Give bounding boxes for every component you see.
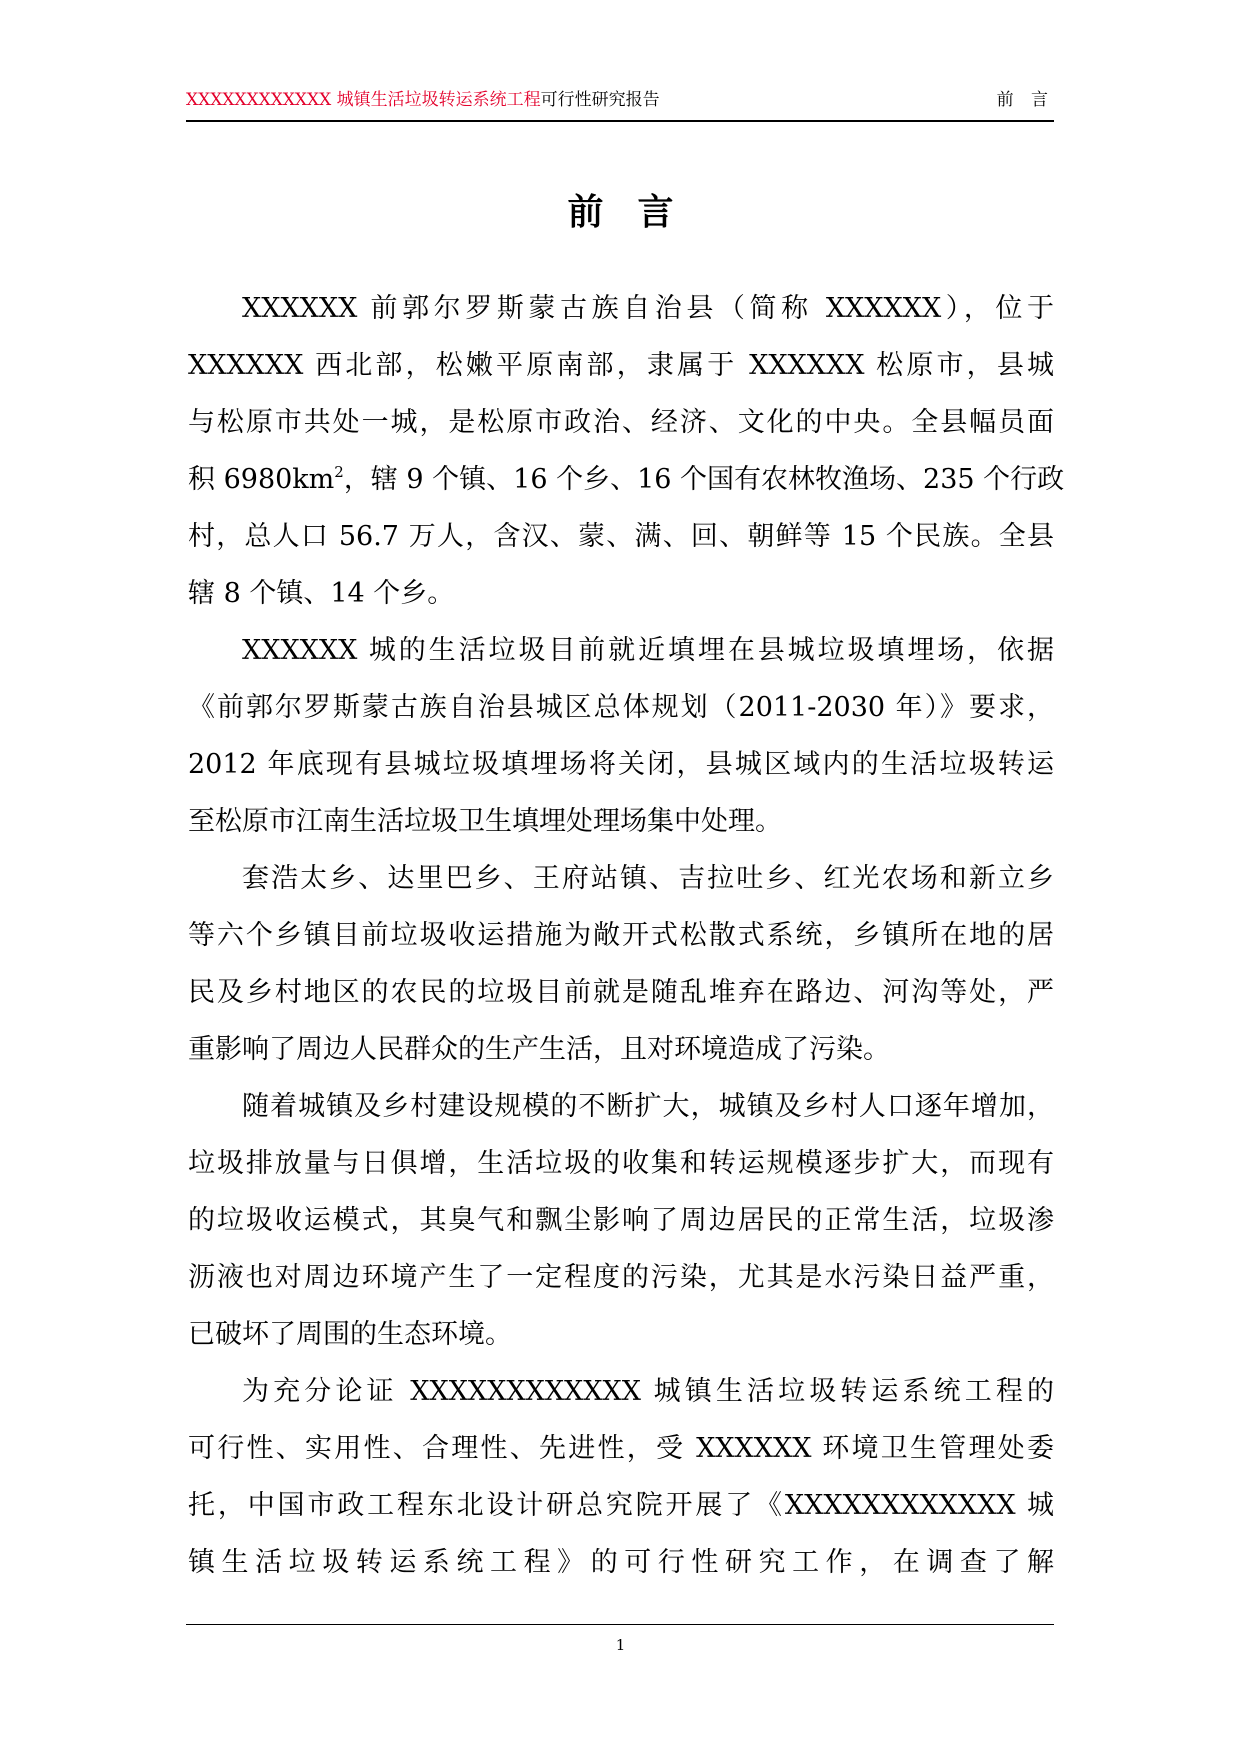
text-line: 2012 年底现有县城垃圾填埋场将关闭，县城区域内的生活垃圾转运 <box>188 749 1054 780</box>
text-line: 为充分论证 XXXXXXXXXXXX 城镇生活垃圾转运系统工程的 <box>242 1376 1054 1407</box>
running-header <box>186 84 1054 122</box>
text-line: 辖 8 个镇、14 个乡。 <box>188 578 455 609</box>
text-line: 与松原市共处一城，是松原市政治、经济、文化的中央。全县幅员面 <box>188 407 1054 438</box>
text-line: 随着城镇及乡村建设规模的不断扩大，城镇及乡村人口逐年增加， <box>242 1091 1054 1122</box>
footer-divider <box>186 1624 1054 1625</box>
header-report-title <box>186 88 660 112</box>
area-value: 积 6980km <box>188 464 335 495</box>
area-unit-superscript: 2 <box>334 463 344 481</box>
header-project-name: XXXXXXXXXXXX 城镇生活垃圾转运系统工程 <box>186 90 541 110</box>
text-line: 套浩太乡、达里巴乡、王府站镇、吉拉吐乡、红光农场和新立乡 <box>242 863 1054 894</box>
text-line: 至松原市江南生活垃圾卫生填埋处理场集中处理。 <box>188 806 782 837</box>
text-line: 的垃圾收运模式，其臭气和飘尘影响了周边居民的正常生活，垃圾渗 <box>188 1205 1054 1236</box>
text-line: 垃圾排放量与日俱增，生活垃圾的收集和转运规模逐步扩大，而现有 <box>188 1148 1054 1179</box>
text-line: 重影响了周边人民群众的生产生活，且对环境造成了污染。 <box>188 1034 890 1065</box>
text-line: 《前郭尔罗斯蒙古族自治县城区总体规划（2011-2030 年）》要求， <box>188 692 1054 723</box>
text-line: XXXXXX 西北部，松嫩平原南部，隶属于 XXXXXX 松原市，县城 <box>188 350 1054 381</box>
text-line: 村，总人口 56.7 万人，含汉、蒙、满、回、朝鲜等 15 个民族。全县 <box>188 521 1054 552</box>
text-line: 可行性、实用性、合理性、先进性，受 XXXXXX 环境卫生管理处委 <box>188 1433 1054 1464</box>
text-line <box>188 451 1065 508</box>
text-line: 已破坏了周围的生态环境。 <box>188 1319 512 1350</box>
header-report-type: 可行性研究报告 <box>540 90 660 110</box>
text-line: 托，中国市政工程东北设计研总究院开展了《XXXXXXXXXXXX 城 <box>188 1490 1054 1521</box>
page-title: 前言 <box>567 191 708 233</box>
text-line: 镇生活垃圾转运系统工程》的可行性研究工作，在调查了解 <box>188 1547 1054 1578</box>
body-text <box>188 280 1065 1591</box>
text-segment: ，辖 9 个镇、16 个乡、16 个国有农林牧渔场、235 个行政 <box>343 464 1065 495</box>
text-line: XXXXXX 城的生活垃圾目前就近填埋在县城垃圾填埋场，依据 <box>242 635 1054 666</box>
text-line: XXXXXX 前郭尔罗斯蒙古族自治县（简称 XXXXXX），位于 <box>242 293 1054 324</box>
header-section-name: 前 言 <box>996 90 1054 110</box>
page-number: 1 <box>615 1636 626 1654</box>
text-line: 沥液也对周边环境产生了一定程度的污染，尤其是水污染日益严重， <box>188 1262 1054 1293</box>
text-line: 民及乡村地区的农民的垃圾目前就是随乱堆弃在路边、河沟等处，严 <box>188 977 1054 1008</box>
text-line: 等六个乡镇目前垃圾收运措施为敞开式松散式系统，乡镇所在地的居 <box>188 920 1054 951</box>
